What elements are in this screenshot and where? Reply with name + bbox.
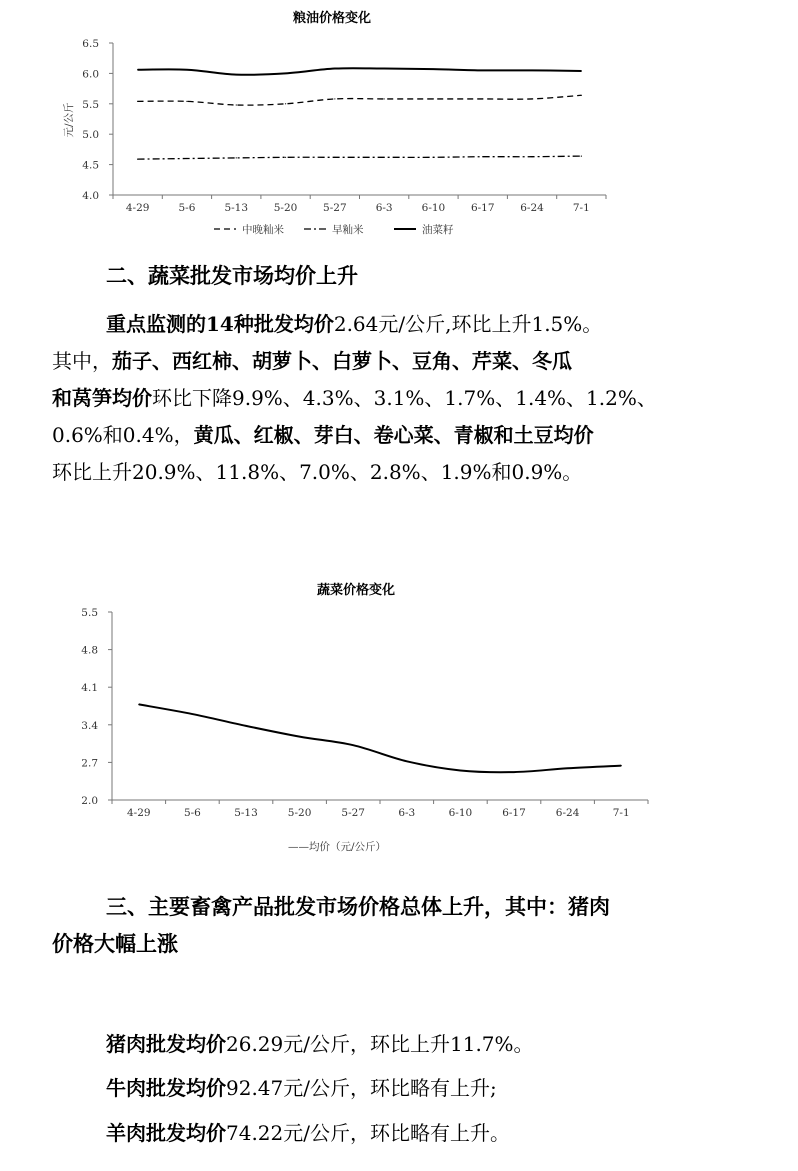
x-tick-label: 5-27 bbox=[341, 807, 365, 819]
x-tick-label: 5-6 bbox=[183, 807, 201, 819]
data-point bbox=[285, 103, 286, 104]
chart-title: 粮油价格变化 bbox=[292, 11, 372, 26]
data-point bbox=[236, 104, 237, 105]
data-point bbox=[567, 768, 568, 769]
data-point bbox=[482, 70, 483, 71]
y-tick-label: 2.7 bbox=[81, 757, 98, 770]
x-tick-label: 6-3 bbox=[375, 202, 393, 214]
legend-label: ——均价（元/公斤） bbox=[288, 841, 387, 853]
legend-label: 油菜籽 bbox=[422, 224, 454, 236]
x-tick-label: 6-17 bbox=[470, 202, 495, 214]
series-group bbox=[137, 68, 582, 160]
series-line bbox=[139, 704, 621, 772]
series-line bbox=[138, 68, 582, 75]
legend bbox=[214, 223, 454, 236]
y-tick-label: 6.0 bbox=[82, 68, 99, 81]
x-tick-label: 6-24 bbox=[520, 202, 544, 214]
y-tick-label: 4.5 bbox=[82, 159, 99, 172]
data-point bbox=[186, 69, 187, 70]
chart-title: 蔬菜价格变化 bbox=[316, 583, 396, 598]
y-tick-label: 5.0 bbox=[82, 129, 99, 142]
x-tick-label: 4-29 bbox=[127, 807, 151, 819]
pork-price-line: 猪肉批发均价26.29元/公斤，环比上升11.7%。 bbox=[106, 1032, 534, 1056]
data-point bbox=[581, 155, 582, 156]
data-point bbox=[531, 70, 532, 71]
data-point bbox=[581, 95, 582, 96]
data-point bbox=[138, 704, 139, 705]
data-point bbox=[137, 69, 138, 70]
data-point bbox=[482, 156, 483, 157]
x-tick-label: 5-20 bbox=[273, 202, 298, 214]
y-tick-label: 4.8 bbox=[81, 644, 98, 657]
data-point bbox=[137, 101, 138, 102]
paragraph-line: 和莴笋均价环比下降9.9%、4.3%、3.1%、1.7%、1.4%、1.2%、 bbox=[52, 386, 657, 410]
x-tick-label: 6-17 bbox=[502, 807, 526, 819]
data-point bbox=[433, 98, 434, 99]
data-point bbox=[384, 68, 385, 69]
data-point bbox=[186, 158, 187, 159]
data-point bbox=[384, 157, 385, 158]
data-point bbox=[460, 770, 461, 771]
series-line bbox=[138, 156, 582, 159]
legend-label: 中晚籼米 bbox=[242, 224, 284, 236]
x-tick-label: 4-29 bbox=[125, 202, 150, 214]
y-tick-label: 5.5 bbox=[81, 607, 98, 619]
x-tick-label: 6-10 bbox=[448, 807, 473, 819]
data-point bbox=[621, 765, 622, 766]
data-point bbox=[236, 74, 237, 75]
paragraph-line: 重点监测的14种批发均价2.64元/公斤,环比上升1.5%。 bbox=[106, 312, 603, 336]
vegetable-price-chart bbox=[0, 572, 798, 862]
data-point bbox=[384, 98, 385, 99]
y-tick-label: 4.0 bbox=[82, 190, 99, 202]
x-tick-label: 5-27 bbox=[323, 202, 347, 214]
data-point bbox=[285, 157, 286, 158]
paragraph-line: 环比上升20.9%、11.8%、7.0%、2.8%、1.9%和0.9%。 bbox=[52, 460, 583, 484]
y-tick-label: 3.4 bbox=[81, 719, 98, 732]
y-axis-label: 元/公斤 bbox=[63, 102, 75, 138]
section-heading: 二、蔬菜批发市场均价上升 bbox=[106, 263, 358, 288]
data-point bbox=[433, 69, 434, 70]
data-point bbox=[531, 98, 532, 99]
data-point bbox=[482, 98, 483, 99]
data-point bbox=[285, 73, 286, 74]
axes bbox=[82, 38, 606, 214]
legend-label: 早籼米 bbox=[332, 224, 364, 236]
data-point bbox=[353, 745, 354, 746]
x-tick-label: 6-3 bbox=[398, 807, 416, 819]
x-tick-label: 6-10 bbox=[421, 202, 446, 214]
vegetable-paragraph bbox=[52, 306, 752, 491]
x-tick-label: 7-1 bbox=[612, 807, 630, 819]
data-point bbox=[513, 771, 514, 772]
axes bbox=[81, 607, 648, 819]
x-tick-label: 5-6 bbox=[178, 202, 196, 214]
x-tick-label: 7-1 bbox=[572, 202, 590, 214]
data-point bbox=[245, 725, 246, 726]
x-tick-label: 6-24 bbox=[555, 807, 580, 819]
data-point bbox=[186, 101, 187, 102]
series-group bbox=[138, 704, 622, 773]
section-heading bbox=[52, 889, 772, 963]
data-point bbox=[334, 68, 335, 69]
data-point bbox=[299, 736, 300, 737]
data-point bbox=[433, 157, 434, 158]
grain-oil-price-chart bbox=[0, 0, 798, 250]
heading-line: 三、主要畜禽产品批发市场价格总体上升，其中：猪肉 bbox=[106, 894, 610, 919]
y-tick-label: 6.5 bbox=[82, 38, 99, 50]
data-point bbox=[531, 156, 532, 157]
beef-price-line: 牛肉批发均价92.47元/公斤，环比略有上升; bbox=[106, 1076, 497, 1100]
series-line bbox=[138, 95, 582, 105]
data-point bbox=[334, 157, 335, 158]
y-tick-label: 4.1 bbox=[81, 682, 98, 695]
data-point bbox=[581, 70, 582, 71]
y-tick-label: 2.0 bbox=[81, 795, 98, 807]
mutton-price-line: 羊肉批发均价74.22元/公斤，环比略有上升。 bbox=[106, 1121, 510, 1145]
data-point bbox=[406, 761, 407, 762]
data-point bbox=[334, 98, 335, 99]
legend bbox=[288, 840, 386, 853]
x-tick-label: 5-13 bbox=[234, 807, 258, 819]
heading-line: 价格大幅上涨 bbox=[52, 930, 178, 956]
x-tick-label: 5-13 bbox=[224, 202, 249, 214]
data-point bbox=[192, 713, 193, 714]
data-point bbox=[236, 157, 237, 158]
y-tick-label: 5.5 bbox=[82, 98, 99, 111]
paragraph-line: 0.6%和0.4%，黄瓜、红椒、芽白、卷心菜、青椒和土豆均价 bbox=[52, 423, 594, 447]
paragraph-line: 其中，茄子、西红柿、胡萝卜、白萝卜、豆角、芹菜、冬瓜 bbox=[52, 349, 572, 373]
data-point bbox=[137, 159, 138, 160]
x-tick-label: 5-20 bbox=[287, 807, 312, 819]
